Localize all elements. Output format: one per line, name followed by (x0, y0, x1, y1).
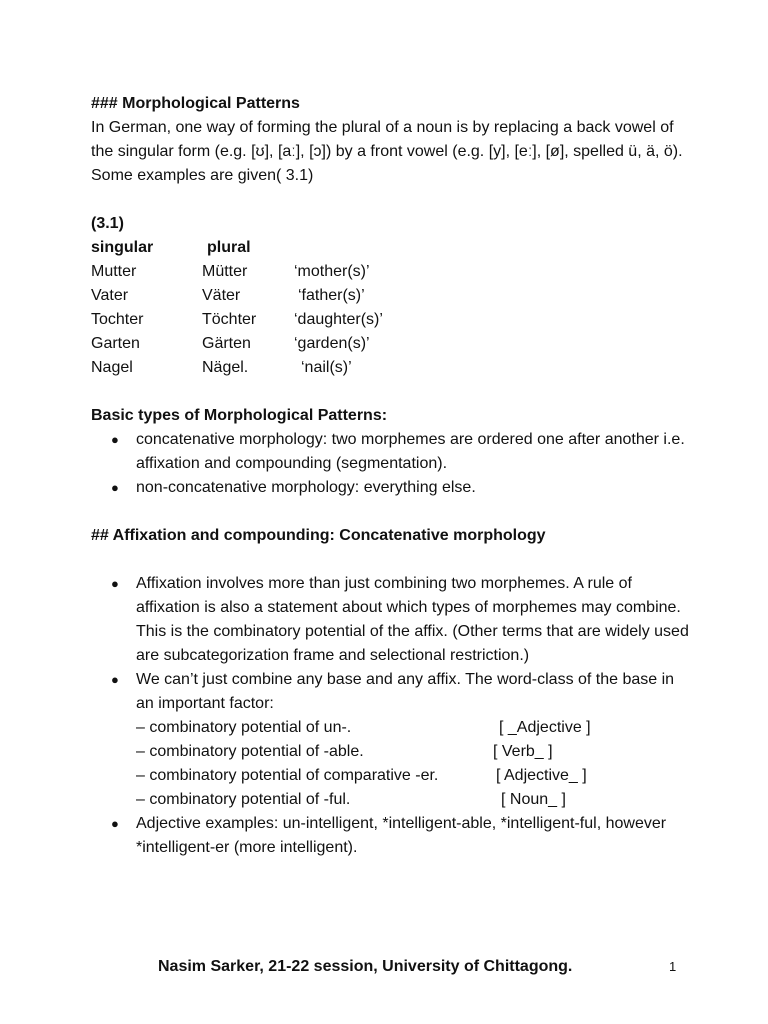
singular-form: Tochter (91, 311, 144, 328)
example-row (91, 260, 421, 284)
potential-text: – combinatory potential of un-. (136, 719, 352, 736)
list-item: ● concatenative morphology: two morphemes are ordered one after another i.e. affixation and compounding (segmentation). (91, 428, 691, 476)
plural-form: Töchter (202, 311, 257, 328)
list-item (91, 668, 691, 812)
gloss: ‘daughter(s)’ (294, 311, 383, 328)
example-row (91, 356, 421, 380)
potential-text: – combinatory potential of -able. (136, 743, 364, 760)
affixation-heading: ## Affixation and compounding: Concatenative morphology (91, 527, 546, 544)
potential-text: – combinatory potential of comparative -er. (136, 767, 439, 784)
potential-line (136, 764, 691, 788)
singular-form: Nagel (91, 359, 133, 376)
spacer (91, 548, 691, 572)
header-plural: plural (207, 239, 251, 256)
document-page (91, 92, 691, 860)
list-item: ● Affixation involves more than just combining two morphemes. A rule of affixation is also a statement about which types of morphemes may combine. This is the combinatory potential of the affix. (Other terms that are widely used are subcategorization frame and selectional restriction.) (91, 572, 691, 668)
gloss: ‘father(s)’ (298, 287, 365, 304)
affixation-list (91, 572, 691, 860)
page-footer (0, 955, 768, 979)
potential-frame: [ Noun_ ] (501, 791, 566, 808)
gloss: ‘garden(s)’ (294, 335, 370, 352)
example-table (91, 236, 421, 380)
header-gloss (294, 236, 421, 260)
footer-text: Nasim Sarker, 21-22 session, University of Chittagong. (158, 958, 573, 975)
singular-form: Vater (91, 287, 129, 304)
gloss: ‘nail(s)’ (301, 359, 352, 376)
example-row (91, 332, 421, 356)
potential-frame: [ Adjective_ ] (496, 767, 587, 784)
list-item: ● non-concatenative morphology: everything else. (91, 476, 691, 500)
plural-form: Mütter (202, 263, 248, 280)
gloss: ‘mother(s)’ (294, 263, 370, 280)
potential-line (136, 740, 691, 764)
spacer (91, 500, 691, 524)
header-singular: singular (91, 239, 154, 256)
plural-form: Väter (202, 287, 241, 304)
example-row (91, 308, 421, 332)
basic-types-list (91, 428, 691, 500)
potential-list (136, 716, 691, 812)
example-header-row (91, 236, 421, 260)
potential-text: – combinatory potential of -ful. (136, 791, 351, 808)
potential-line (136, 788, 691, 812)
singular-form: Mutter (91, 263, 137, 280)
singular-form: Garten (91, 335, 140, 352)
example-row (91, 284, 421, 308)
spacer (91, 188, 691, 212)
potential-frame: [ Verb_ ] (493, 743, 553, 760)
potential-frame: [ _Adjective ] (499, 719, 591, 736)
plural-form: Gärten (202, 335, 251, 352)
spacer (91, 380, 691, 404)
page-number: 1 (669, 959, 677, 974)
basic-types-heading: Basic types of Morphological Patterns: (91, 407, 388, 424)
example-label: (3.1) (91, 215, 124, 232)
section-title: ### Morphological Patterns (91, 95, 300, 112)
plural-form: Nägel. (202, 359, 249, 376)
potential-line (136, 716, 691, 740)
list-item: ● Adjective examples: un-intelligent, *intelligent-able, *intelligent-ful, however *intelligent-er (more intelligent). (91, 812, 691, 860)
intro-paragraph: In German, one way of forming the plural of a noun is by replacing a back vowel of the singular form (e.g. [ʊ], [aː], [ɔ]) by a front vowel (e.g. [y], [eː], [ø], spelled ü, ä, ö). Some examples are given( 3.1) (91, 119, 683, 184)
list-item-text: We can’t just combine any base and any affix. The word-class of the base in an important factor: (136, 671, 675, 712)
